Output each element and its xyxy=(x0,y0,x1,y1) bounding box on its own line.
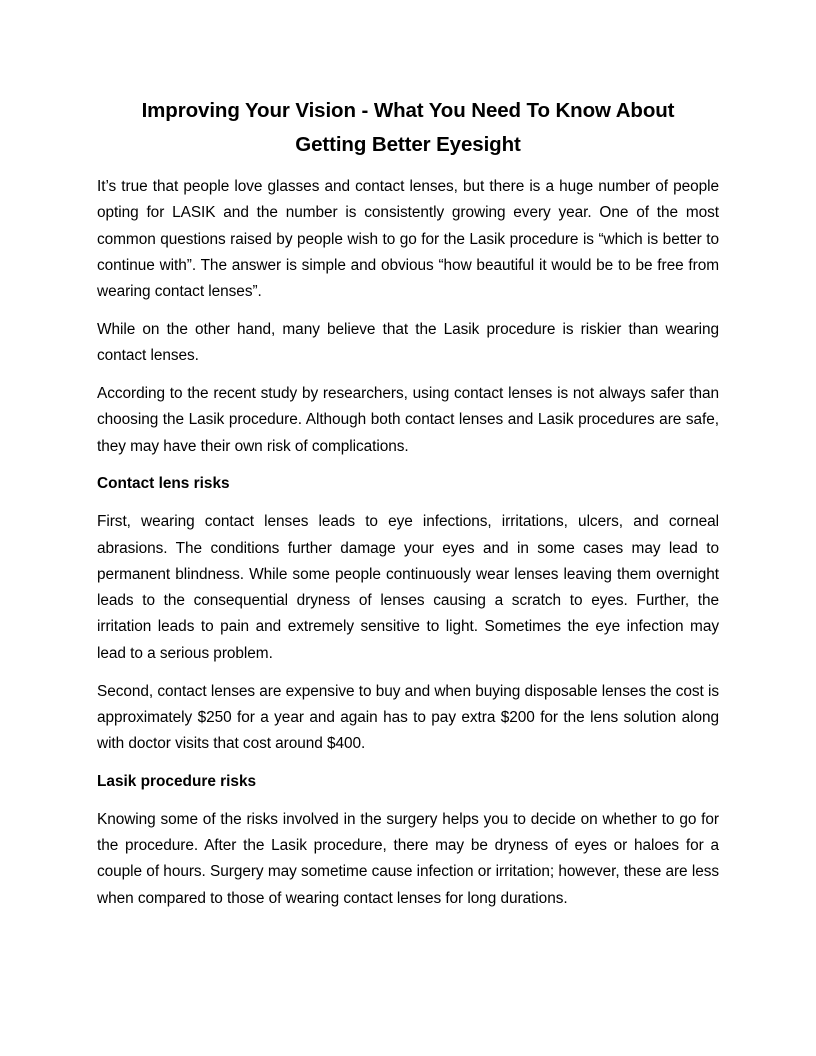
contact-lens-paragraph-1: First, wearing contact lenses leads to eye infections, irritations, ulcers, and corneal abrasions. The conditions further damage your eyes and in some cases may lead to permanent blindness. While some people continuously wear lenses leaving them overnight leads to the consequential dryness of lenses causing a scratch to eyes. Further, the irritation leads to pain and extremely sensitive to light. Sometimes the eye infection may lead to a serious problem. xyxy=(97,513,719,662)
title-line-2: Getting Better Eyesight xyxy=(295,133,521,156)
section-heading-lasik-risks: Lasik procedure risks xyxy=(97,772,257,790)
intro-paragraph-1: It’s true that people love glasses and contact lenses, but there is a huge number of people opting for LASIK and the number is consistently growing every year. One of the most common questions raised by people wish to go for the Lasik procedure is “which is better to continue with”. The answer is simple and obvious “how beautiful it would be to be free from wearing contact lenses”. xyxy=(97,178,719,301)
lasik-paragraph-1: Knowing some of the risks involved in the surgery helps you to decide on whether to go for the procedure. After the Lasik procedure, there may be dryness of eyes or haloes for a couple of hours. Surgery may sometime cause infection or irritation; however, these are less when compared to those of wearing contact lenses for long durations. xyxy=(97,810,719,907)
section-heading-contact-lens-risks: Contact lens risks xyxy=(97,475,230,493)
page-title xyxy=(97,94,719,162)
title-line-1: Improving Your Vision - What You Need To Know About xyxy=(141,99,675,122)
intro-paragraph-2: While on the other hand, many believe that the Lasik procedure is riskier than wearing contact lenses. xyxy=(97,320,719,365)
contact-lens-paragraph-2: Second, contact lenses are expensive to buy and when buying disposable lenses the cost is approximately $250 for a year and again has to pay extra $200 for the lens solution along with doctor visits that cost around $400. xyxy=(97,682,719,753)
intro-paragraph-3: According to the recent study by researchers, using contact lenses is not always safer than choosing the Lasik procedure. Although both contact lenses and Lasik procedures are safe, they may have their own risk of complications. xyxy=(97,385,719,455)
